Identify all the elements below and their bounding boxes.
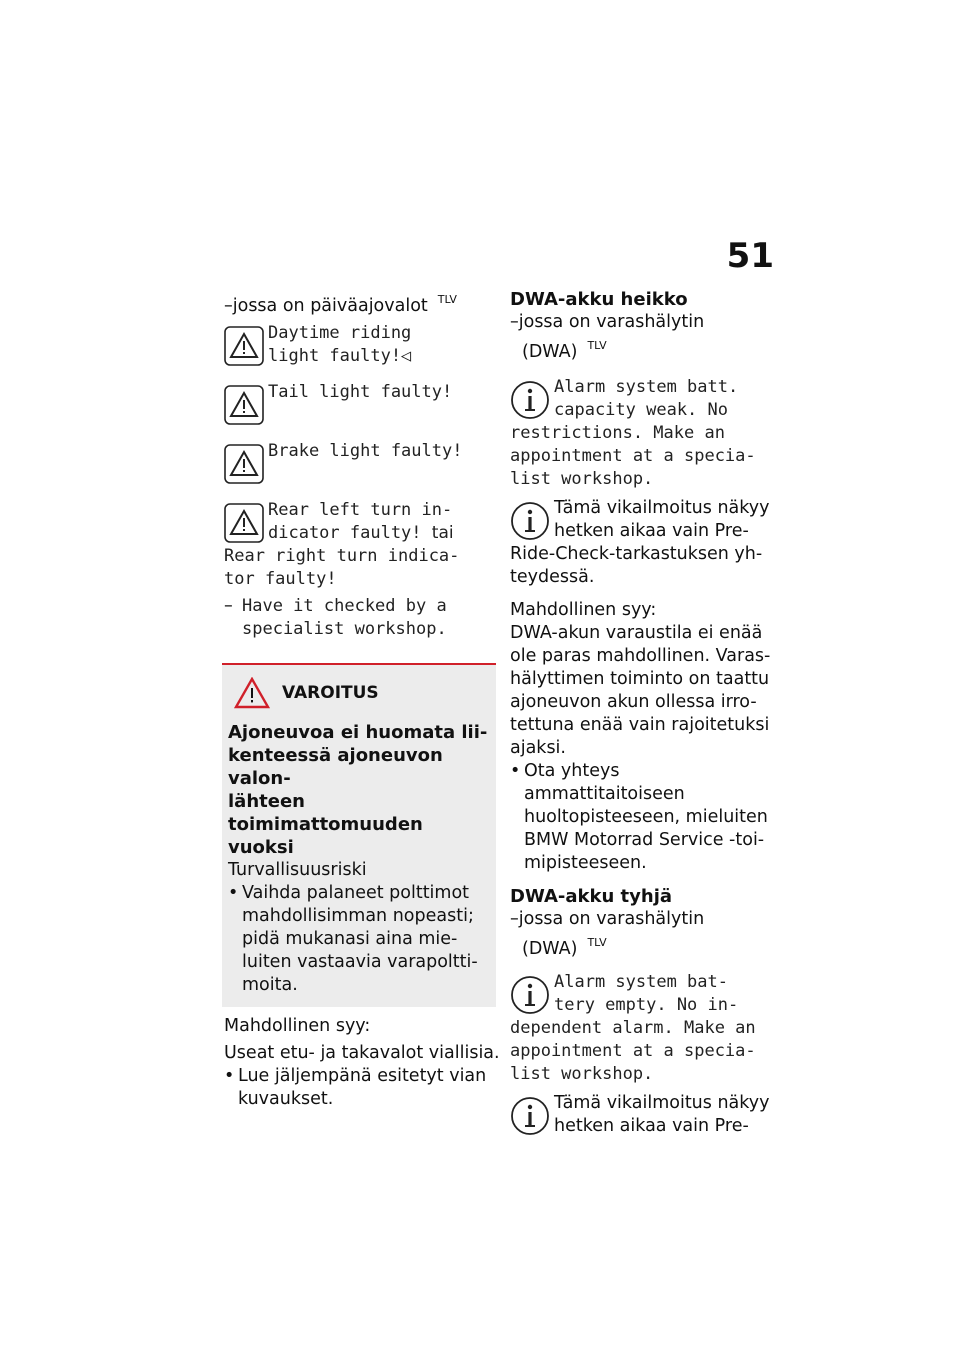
message-alarm-empty: Alarm system bat- tery empty. No in- xyxy=(510,971,780,1017)
section-title-dwa-weak: DWA-akku heikko xyxy=(510,289,688,310)
action-bullet: • Lue jäljempänä esitetyt vian kuvaukset. xyxy=(224,1066,487,1109)
intro-line: –jossa on päiväajovalot $^{TLV}$ xyxy=(224,293,457,316)
warning-triangle-icon xyxy=(234,677,270,709)
warning-triangle-icon xyxy=(224,326,264,366)
info-icon xyxy=(510,1096,550,1136)
cause-label: Mahdollinen syy: xyxy=(224,1016,371,1036)
action-bullet: • Ota yhteys ammattitaitoiseen huoltopisteeseen, mieluiten BMW Motorrad Service -toi- mipisteeseen. xyxy=(510,761,768,873)
message-daytime-riding-light xyxy=(224,322,492,368)
info-note-1: Tämä vikailmoitus näkyy hetken aikaa vain Pre- xyxy=(510,497,780,543)
message-turn-indicator: Rear left turn in- dicator faulty! tai xyxy=(224,499,492,545)
warning-bullet: • Vaihda palaneet polttimot mahdollisimman nopeasti; pidä mukanasi aina mie- luiten vastaavia varapoltti- moita. xyxy=(228,883,478,995)
warning-title: Ajoneuvoa ei huomata lii- kenteessä ajoneuvon valon- lähteen toimimattomuuden vuoksi xyxy=(228,722,488,858)
warning-triangle-icon xyxy=(224,385,264,425)
section-title-dwa-empty: DWA-akku tyhjä xyxy=(510,886,673,907)
check-instruction: – Have it checked by a specialist workshop. xyxy=(224,596,447,639)
warning-box xyxy=(222,663,496,1007)
tlv-sup: TLV xyxy=(437,293,457,306)
message-tail-light: Tail light faulty! xyxy=(224,381,492,427)
page-number: 51 xyxy=(726,236,774,276)
warning-risk: Turvallisuusriski xyxy=(228,860,367,880)
warning-triangle-icon xyxy=(224,444,264,484)
message-text: Daytime riding light faulty!◁ xyxy=(268,323,412,366)
info-icon xyxy=(510,975,550,1015)
message-alarm-weak: Alarm system batt. capacity weak. No xyxy=(510,376,780,422)
warning-triangle-icon xyxy=(224,503,264,543)
message-brake-light: Brake light faulty! xyxy=(224,440,492,486)
left-column: –jossa on päiväajovalot $^{TLV}$ Daytime riding light faulty!◁ Tail light faulty! Brake light faulty! Rear left turn in- dicator faulty! tai Rear right turn indica- tor faulty! – Have it checked by a specialist workshop. VAROITUS Ajoneuvoa ei huomata lii- kenteessä ajoneuvon valon- lähteen toimimattomuuden vuoksi Turvallisuusriski • Vaihda palaneet polttimot mahdollisimman nopeasti; pidä mukanasi aina mie- luiten vastaavia varapoltti- moita. Mahdollinen syy: Useat etu- ja takavalot viallisia. • Lue jäljempänä esitetyt vian kuvaukset. xyxy=(224,288,492,1111)
cause-text: Useat etu- ja takavalot viallisia. xyxy=(224,1043,500,1063)
info-note-2: Tämä vikailmoitus näkyy hetken aikaa vain Pre- xyxy=(510,1092,780,1138)
info-icon xyxy=(510,501,550,541)
info-icon xyxy=(510,380,550,420)
right-column: DWA-akku heikko –jossa on varashälytin (DWA) $^{TLV}$ Alarm system batt. capacity weak. No restrictions. Make an appointment at a specia- list workshop. Tämä vikailmoitus näkyy hetken aikaa vain Pre- Ride-Check-tarkastuksen yh- teydessä. Mahdollinen syy: DWA-akun varaustila ei enää ole paras mahdollinen. Varas- hälyttimen toiminto on taattu ajoneuvon akun ollessa irro- tettuna enää vain rajoitetuksi ajaksi. • Ota yhteys ammattitaitoiseen huoltopisteeseen, mieluiten BMW Motorrad Service -toi- mipisteeseen. DWA-akku tyhjä –jossa on varashälytin (DWA) $^{TLV}$ Alarm system bat- tery empty. No in- dependent alarm. Make an appointment at a specia- list workshop. Tämä vikailmoitus näkyy hetken aikaa vain Pre- xyxy=(510,288,780,1138)
warning-heading: VAROITUS xyxy=(228,677,490,709)
